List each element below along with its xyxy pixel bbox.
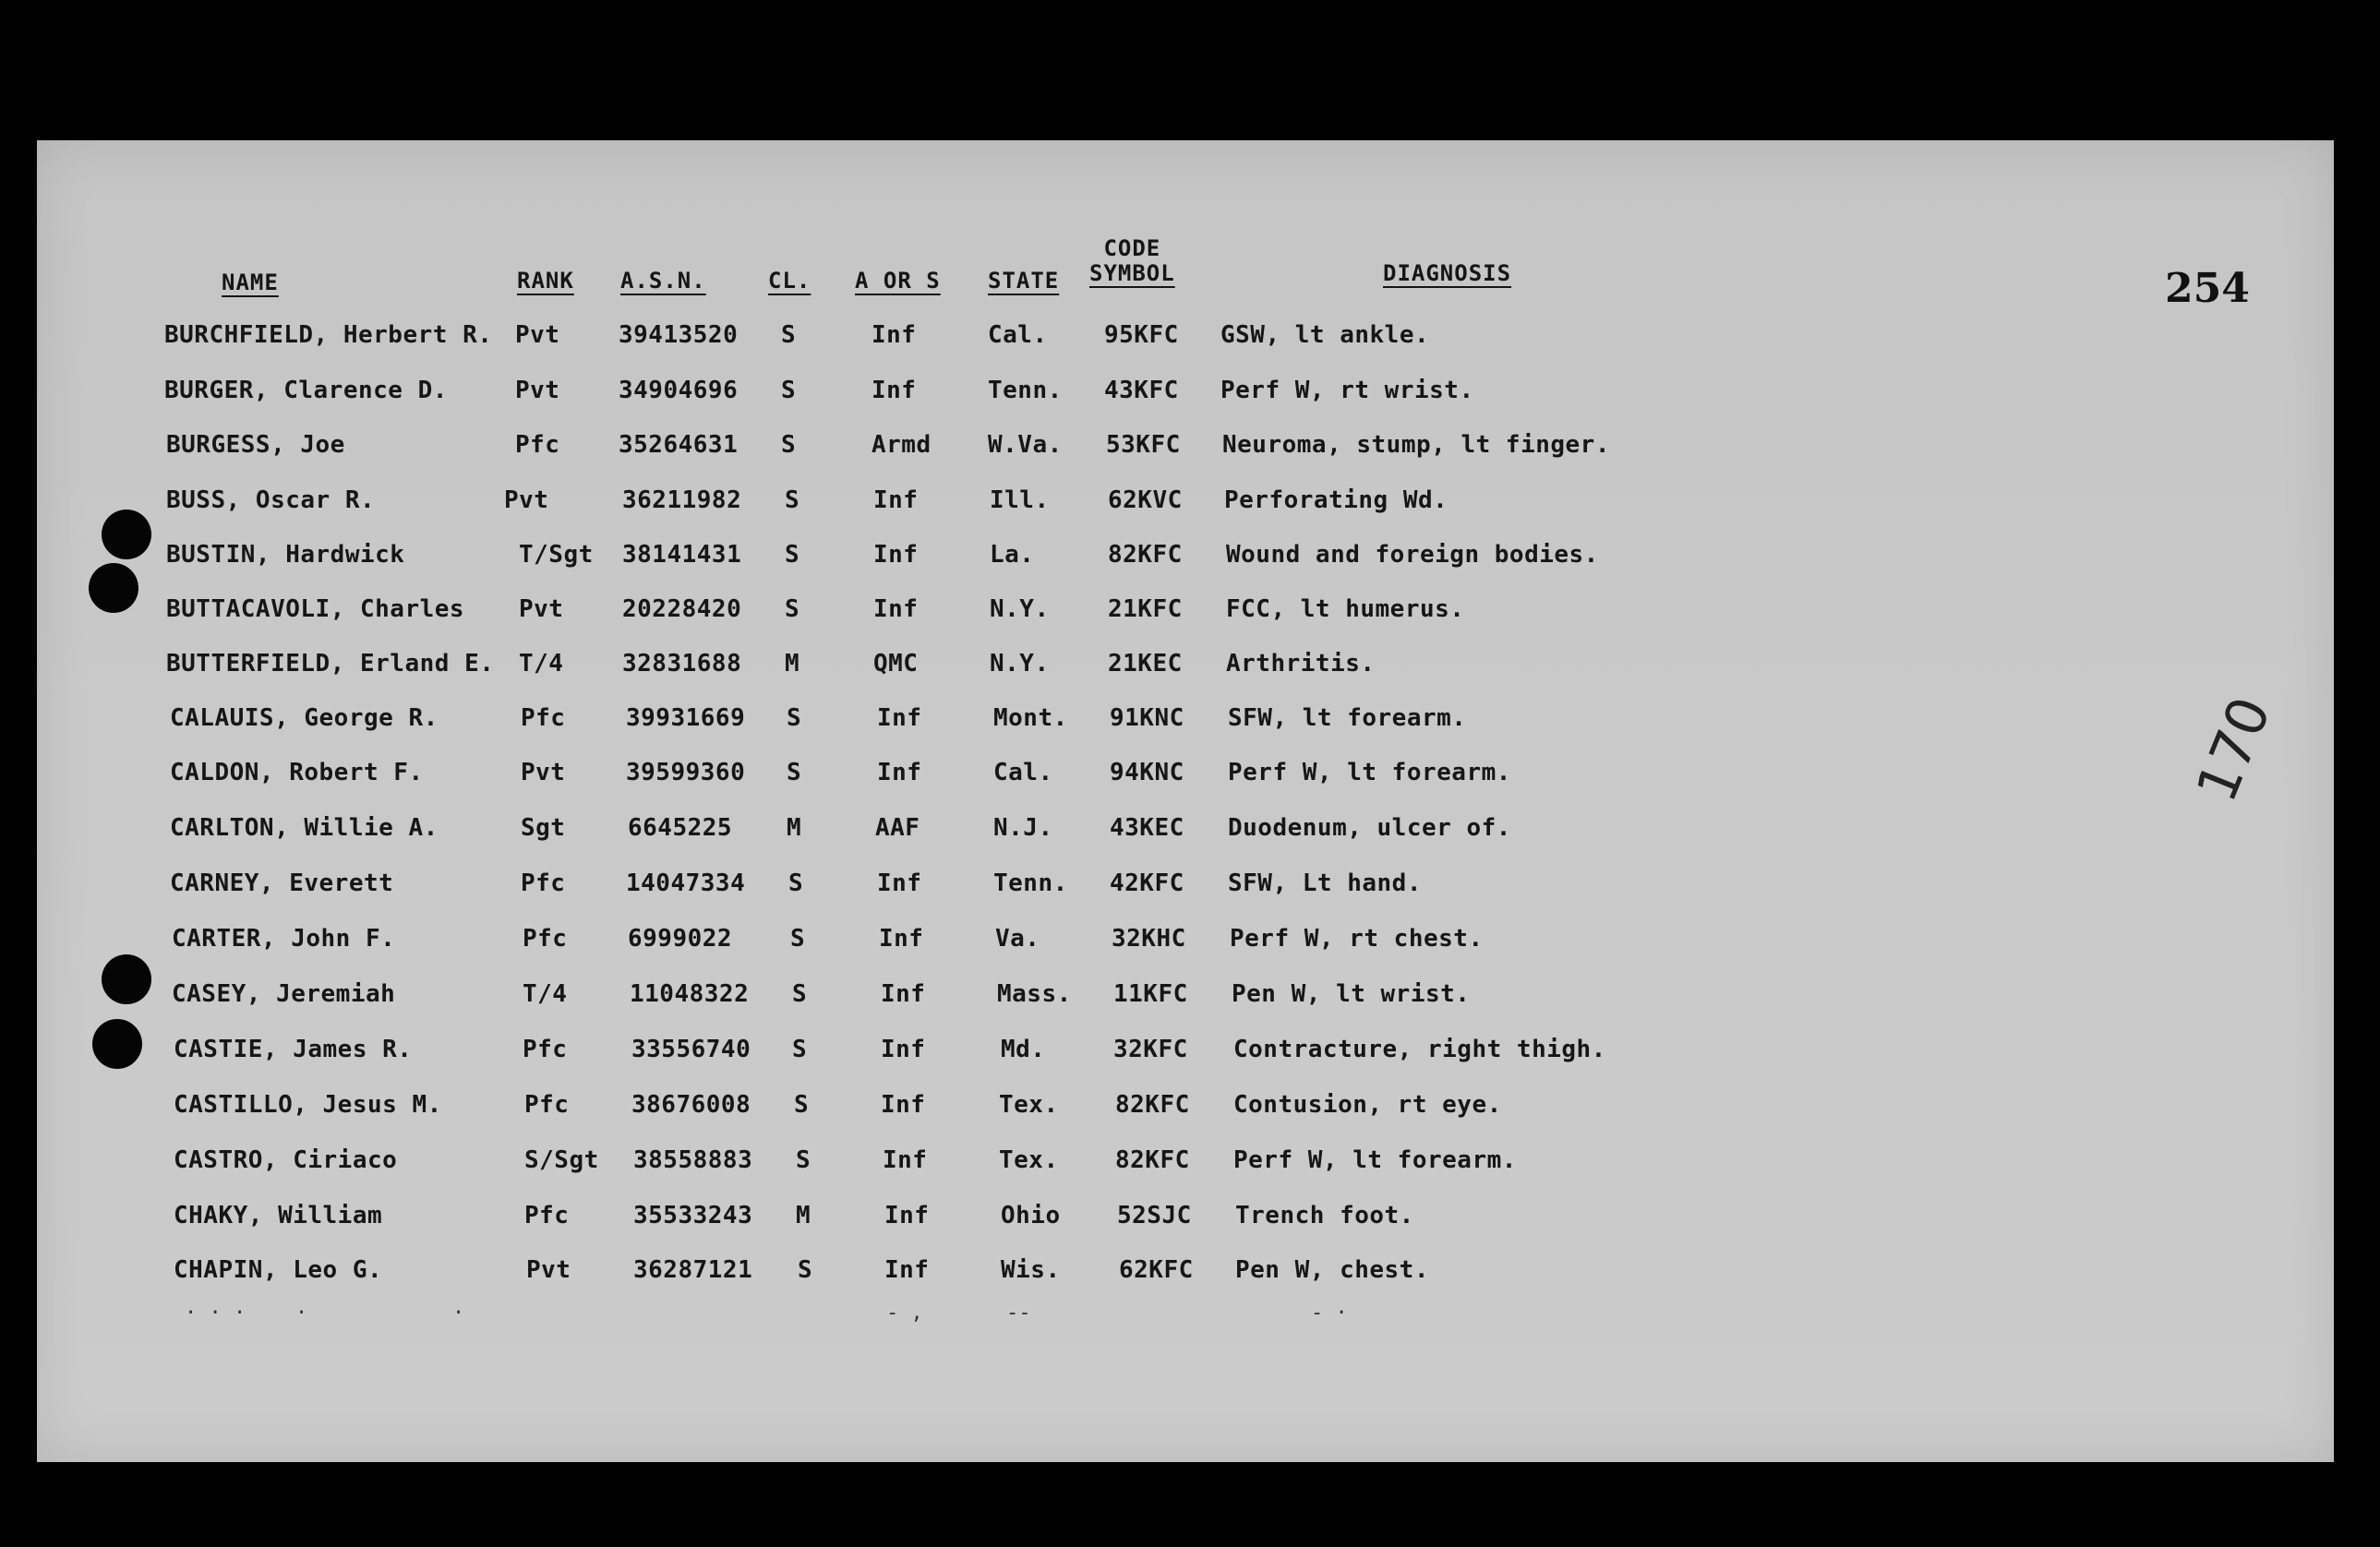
cell-rank: Pfc [521, 704, 566, 732]
cell-state: Mont. [993, 704, 1068, 732]
table-row [37, 925, 2334, 965]
mark: · [295, 1301, 308, 1325]
table-row [37, 595, 2334, 636]
table-row [37, 650, 2334, 690]
cell-name: BUTTERFIELD, Erland E. [166, 650, 495, 678]
cell-diagnosis: Contracture, right thigh. [1233, 1036, 1606, 1063]
cell-a-or-s: QMC [873, 650, 919, 678]
cell-diagnosis: Pen W, lt wrist. [1232, 980, 1471, 1008]
cell-code: 94KNC [1110, 759, 1184, 786]
cell-a-or-s: Inf [871, 377, 917, 404]
header-name: NAME [222, 270, 279, 295]
cell-code: 82KFC [1115, 1146, 1190, 1174]
header-cl: CL. [768, 268, 811, 294]
cell-a-or-s: Inf [873, 541, 919, 569]
table-row [37, 431, 2334, 472]
cell-name: CHAPIN, Leo G. [174, 1256, 383, 1284]
table-row [37, 869, 2334, 910]
cell-asn: 6645225 [628, 814, 733, 842]
cell-rank: Pfc [524, 1091, 570, 1119]
cell-a-or-s: AAF [875, 814, 920, 842]
header-code [1089, 236, 1175, 286]
document-sheet [37, 140, 2334, 1462]
cell-name: CASTILLO, Jesus M. [174, 1091, 442, 1119]
cell-name: CASTRO, Ciriaco [174, 1146, 398, 1174]
cell-asn: 39931669 [626, 704, 746, 732]
cell-state: Va. [995, 925, 1040, 953]
cell-cl: S [794, 1091, 810, 1119]
cell-rank: T/4 [519, 650, 564, 678]
table-row [37, 541, 2334, 582]
table-row [37, 980, 2334, 1021]
cell-asn: 20228420 [622, 595, 742, 623]
cell-a-or-s: Inf [877, 869, 922, 897]
cell-state: N.Y. [990, 650, 1050, 678]
cell-a-or-s: Inf [877, 759, 922, 786]
cell-asn: 39413520 [619, 321, 739, 349]
cell-diagnosis: SFW, lt forearm. [1228, 704, 1467, 732]
cell-rank: Pfc [515, 431, 560, 459]
cell-rank: Pvt [515, 377, 560, 404]
cell-cl: S [787, 704, 802, 732]
cell-a-or-s: Inf [873, 486, 919, 514]
cell-code: 21KEC [1108, 650, 1183, 678]
cell-a-or-s: Inf [883, 1146, 928, 1174]
cell-rank: Pvt [521, 759, 566, 786]
cell-diagnosis: Trench foot. [1235, 1202, 1414, 1229]
table-row [37, 486, 2334, 527]
cell-rank: Pfc [524, 1202, 570, 1229]
header-diagnosis: DIAGNOSIS [1383, 260, 1512, 286]
cell-a-or-s: Inf [873, 595, 919, 623]
cell-asn: 38676008 [631, 1091, 751, 1119]
cell-a-or-s: Inf [871, 321, 917, 349]
cell-cl: M [785, 650, 800, 678]
header-state: STATE [988, 268, 1060, 294]
cell-diagnosis: Perf W, rt chest. [1230, 925, 1484, 953]
cell-cl: S [785, 486, 800, 514]
table-row [37, 814, 2334, 855]
cell-rank: S/Sgt [524, 1146, 599, 1174]
mark: -- [1006, 1301, 1031, 1325]
cell-rank: Pvt [526, 1256, 571, 1284]
cell-state: Cal. [993, 759, 1053, 786]
cell-diagnosis: Perforating Wd. [1224, 486, 1448, 514]
header-code-line1: CODE [1103, 235, 1161, 261]
table-row [37, 1202, 2334, 1242]
cell-name: BURGER, Clarence D. [164, 377, 448, 404]
table-row [37, 1146, 2334, 1187]
cell-code: 62KFC [1119, 1256, 1194, 1284]
header-code-line2: SYMBOL [1089, 260, 1175, 286]
cell-cl: S [787, 759, 802, 786]
cell-diagnosis: FCC, lt humerus. [1226, 595, 1465, 623]
cell-diagnosis: Perf W, lt forearm. [1228, 759, 1511, 786]
cell-rank: Sgt [521, 814, 566, 842]
cell-asn: 34904696 [619, 377, 739, 404]
mark: - · [1311, 1301, 1348, 1325]
cell-diagnosis: Neuroma, stump, lt finger. [1222, 431, 1610, 459]
cell-name: CARTER, John F. [172, 925, 396, 953]
cell-state: N.J. [993, 814, 1053, 842]
cell-cl: S [792, 1036, 808, 1063]
cell-cl: S [781, 377, 797, 404]
cell-code: 82KFC [1115, 1091, 1190, 1119]
cell-diagnosis: Perf W, lt forearm. [1233, 1146, 1517, 1174]
cell-cl: M [796, 1202, 811, 1229]
cell-name: CALDON, Robert F. [170, 759, 424, 786]
cell-rank: Pfc [523, 1036, 568, 1063]
cell-state: Cal. [988, 321, 1048, 349]
header-a-or-s: A OR S [855, 268, 941, 294]
mark: · [452, 1301, 465, 1325]
cell-cl: M [787, 814, 802, 842]
cell-code: 52SJC [1117, 1202, 1192, 1229]
cell-diagnosis: Wound and foreign bodies. [1226, 541, 1599, 569]
cell-cl: S [792, 980, 808, 1008]
cell-asn: 36287121 [633, 1256, 753, 1284]
cell-asn: 11048322 [630, 980, 750, 1008]
table-row [37, 321, 2334, 362]
cell-rank: Pfc [523, 925, 568, 953]
cell-code: 62KVC [1108, 486, 1183, 514]
cell-asn: 6999022 [628, 925, 733, 953]
cell-name: BUSS, Oscar R. [166, 486, 376, 514]
cell-rank: Pvt [519, 595, 564, 623]
table-row [37, 704, 2334, 745]
cell-a-or-s: Armd [871, 431, 932, 459]
cell-rank: Pvt [504, 486, 549, 514]
cell-cl: S [798, 1256, 813, 1284]
cell-code: 43KFC [1104, 377, 1179, 404]
mark: - , [886, 1301, 923, 1325]
cell-state: Wis. [1001, 1256, 1061, 1284]
cell-diagnosis: Contusion, rt eye. [1233, 1091, 1502, 1119]
cell-asn: 38141431 [622, 541, 742, 569]
cell-code: 95KFC [1104, 321, 1179, 349]
table-row [37, 1256, 2334, 1297]
page-number: 254 [2165, 265, 2250, 312]
cell-asn: 39599360 [626, 759, 746, 786]
cell-code: 43KEC [1110, 814, 1184, 842]
cell-state: Tex. [999, 1146, 1059, 1174]
cell-name: BUTTACAVOLI, Charles [166, 595, 465, 623]
cell-a-or-s: Inf [879, 925, 924, 953]
cell-state: N.Y. [990, 595, 1050, 623]
cell-name: BUSTIN, Hardwick [166, 541, 405, 569]
cell-cl: S [781, 431, 797, 459]
cell-asn: 35533243 [633, 1202, 753, 1229]
column-headers [37, 235, 2334, 295]
table-row [37, 377, 2334, 417]
cell-name: CASTIE, James R. [174, 1036, 413, 1063]
cell-state: La. [990, 541, 1035, 569]
cell-diagnosis: Perf W, rt wrist. [1220, 377, 1474, 404]
cell-code: 21KFC [1108, 595, 1183, 623]
cell-state: Mass. [997, 980, 1072, 1008]
cell-code: 42KFC [1110, 869, 1184, 897]
header-asn: A.S.N. [620, 268, 706, 294]
cut-off-row-marks [37, 1301, 2334, 1329]
cell-name: CARLTON, Willie A. [170, 814, 439, 842]
cell-a-or-s: Inf [884, 1202, 930, 1229]
cell-code: 82KFC [1108, 541, 1183, 569]
cell-state: Tenn. [993, 869, 1068, 897]
cell-a-or-s: Inf [881, 1036, 926, 1063]
mark: · · · [185, 1301, 246, 1325]
cell-cl: S [785, 541, 800, 569]
cell-state: Md. [1001, 1036, 1046, 1063]
cell-state: Tenn. [988, 377, 1063, 404]
cell-cl: S [785, 595, 800, 623]
cell-code: 32KHC [1112, 925, 1186, 953]
header-rank: RANK [517, 268, 574, 294]
cell-a-or-s: Inf [881, 980, 926, 1008]
cell-asn: 35264631 [619, 431, 739, 459]
cell-name: BURGESS, Joe [166, 431, 345, 459]
table-row [37, 1091, 2334, 1132]
cell-code: 32KFC [1113, 1036, 1188, 1063]
cell-diagnosis: Duodenum, ulcer of. [1228, 814, 1511, 842]
cell-cl: S [788, 869, 804, 897]
cell-state: Ohio [1001, 1202, 1061, 1229]
cell-code: 91KNC [1110, 704, 1184, 732]
cell-a-or-s: Inf [877, 704, 922, 732]
cell-a-or-s: Inf [881, 1091, 926, 1119]
cell-name: CHAKY, William [174, 1202, 383, 1229]
cell-asn: 33556740 [631, 1036, 751, 1063]
cell-rank: Pvt [515, 321, 560, 349]
cell-rank: Pfc [521, 869, 566, 897]
cell-state: Ill. [990, 486, 1050, 514]
cell-rank: T/Sgt [519, 541, 594, 569]
table-row [37, 1036, 2334, 1076]
cell-state: Tex. [999, 1091, 1059, 1119]
cell-cl: S [790, 925, 806, 953]
cell-state: W.Va. [988, 431, 1063, 459]
cell-cl: S [781, 321, 797, 349]
cell-asn: 14047334 [626, 869, 746, 897]
cell-asn: 38558883 [633, 1146, 753, 1174]
cell-code: 53KFC [1106, 431, 1181, 459]
cell-cl: S [796, 1146, 811, 1174]
cell-diagnosis: GSW, lt ankle. [1220, 321, 1430, 349]
cell-diagnosis: Pen W, chest. [1235, 1256, 1429, 1284]
table-row [37, 759, 2334, 799]
cell-a-or-s: Inf [884, 1256, 930, 1284]
cell-name: CALAUIS, George R. [170, 704, 439, 732]
cell-name: CARNEY, Everett [170, 869, 394, 897]
cell-code: 11KFC [1113, 980, 1188, 1008]
cell-asn: 32831688 [622, 650, 742, 678]
cell-diagnosis: Arthritis. [1226, 650, 1376, 678]
cell-name: BURCHFIELD, Herbert R. [164, 321, 493, 349]
handwritten-margin-note: 170 [2184, 688, 2284, 811]
cell-diagnosis: SFW, Lt hand. [1228, 869, 1422, 897]
cell-asn: 36211982 [622, 486, 742, 514]
cell-rank: T/4 [523, 980, 568, 1008]
cell-name: CASEY, Jeremiah [172, 980, 396, 1008]
